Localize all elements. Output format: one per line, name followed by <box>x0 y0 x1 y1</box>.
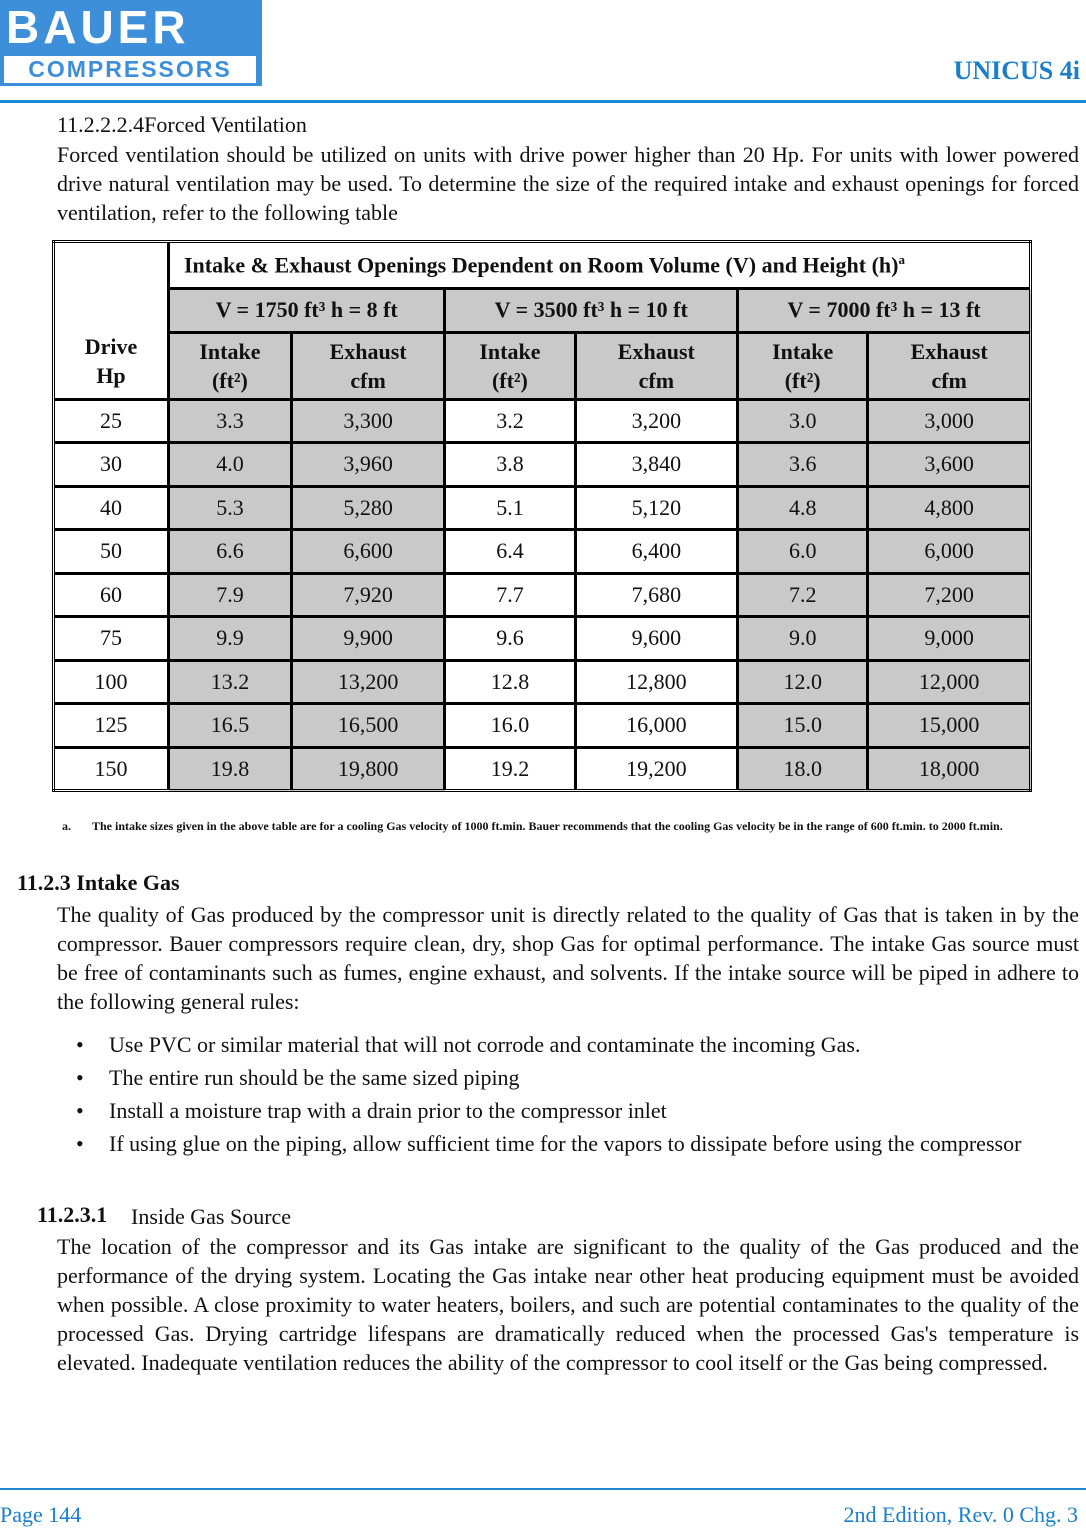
exhaust-cell: 3,200 <box>575 399 738 443</box>
intake-cell: 5.3 <box>169 486 292 530</box>
header-rule <box>0 100 1086 103</box>
logo-text-bottom: COMPRESSORS <box>4 56 256 83</box>
table-row <box>54 573 1031 617</box>
intake-cell: 7.7 <box>445 573 575 617</box>
intake-cell: 13.2 <box>169 660 292 704</box>
list-item: • Use PVC or similar material that will not corrode and contaminate the incoming Gas. <box>76 1030 1076 1059</box>
exhaust-cell: 5,280 <box>291 486 444 530</box>
exhaust-cell: 9,000 <box>868 617 1031 661</box>
intake-cell: 3.8 <box>445 443 575 487</box>
list-item: • The entire run should be the same sized piping <box>76 1063 1076 1092</box>
exhaust-cell: 7,920 <box>291 573 444 617</box>
group-header: V = 7000 ft³ h = 13 ft <box>738 289 1031 333</box>
drive-hp-cell: 40 <box>54 486 169 530</box>
exhaust-cell: 4,800 <box>868 486 1031 530</box>
logo-text-top: BAUER <box>6 1 190 53</box>
table-title: Intake & Exhaust Openings Dependent on Room Volume (V) and Height $(h)^a$ <box>169 242 1031 289</box>
drive-hp-cell: 75 <box>54 617 169 661</box>
model-name: UNICUS 4i <box>953 56 1080 85</box>
inside-gas-number: 11.2.3.1 <box>37 1202 108 1227</box>
table-footnote: a. The intake sizes given in the above table are for a cooling Gas velocity of 1000 ft.min. Bauer recommends that the cooling Gas velocity be in the range of 600 ft.min. to 2000 ft.min. <box>62 819 1003 833</box>
intake-gas-heading: 11.2.3 Intake Gas <box>17 870 180 895</box>
intake-cell: 6.0 <box>738 530 868 574</box>
edition: 2nd Edition, Rev. 0 Chg. 3 <box>843 1502 1078 1527</box>
table-row <box>54 399 1031 443</box>
inside-gas-body: The location of the compressor and its Gas intake are significant to the quality of the Gas produced and the performance of the drying system. Locating the Gas intake near other heat producing equipment must be avoided when possible. A close proximity to water heaters, boilers, and such are potential contaminates to the quality of the processed Gas. Drying cartridge lifespans are dramatically reduced when the processed Gas's temperature is elevated. Inadequate ventilation reduces the ability of the compressor to cool itself or the Gas being compressed. <box>57 1234 1079 1375</box>
intake-cell: 7.9 <box>169 573 292 617</box>
intake-cell: 9.0 <box>738 617 868 661</box>
list-item: • If using glue on the piping, allow sufficient time for the vapors to dissipate before using the compressor <box>76 1129 1076 1158</box>
bauer-logo <box>0 0 262 86</box>
intake-cell: 12.8 <box>445 660 575 704</box>
exhaust-cell: 12,000 <box>868 660 1031 704</box>
inside-gas-title: Inside Gas Source <box>131 1204 292 1229</box>
page-number: Page 144 <box>0 1502 82 1527</box>
intake-cell: 19.8 <box>169 747 292 791</box>
exhaust-cell: 7,680 <box>575 573 738 617</box>
exhaust-cell: 19,200 <box>575 747 738 791</box>
exhaust-header: Exhaust cfm <box>868 332 1031 399</box>
intake-cell: 16.0 <box>445 704 575 748</box>
intake-cell: 12.0 <box>738 660 868 704</box>
intake-header: Intake (ft²) <box>738 332 868 399</box>
exhaust-cell: 3,840 <box>575 443 738 487</box>
drive-hp-cell: 60 <box>54 573 169 617</box>
footer-rule <box>0 1488 1086 1490</box>
intake-cell: 6.4 <box>445 530 575 574</box>
intake-gas-body: The quality of Gas produced by the compressor unit is directly related to the quality of Gas that is taken in by the compressor. Bauer compressors require clean, dry, shop Gas for optimal performance. The intake Gas source must be free of contaminants such as fumes, engine exhaust, and solvents. If the intake source will be piped in adhere to the following general rules: <box>57 902 1079 1014</box>
exhaust-cell: 15,000 <box>868 704 1031 748</box>
exhaust-cell: 12,800 <box>575 660 738 704</box>
exhaust-header: Exhaust cfm <box>575 332 738 399</box>
exhaust-cell: 16,500 <box>291 704 444 748</box>
drive-hp-cell: 125 <box>54 704 169 748</box>
intake-cell: 6.6 <box>169 530 292 574</box>
table-row <box>54 443 1031 487</box>
exhaust-cell: 3,000 <box>868 399 1031 443</box>
exhaust-cell: 3,600 <box>868 443 1031 487</box>
exhaust-cell: 19,800 <box>291 747 444 791</box>
intake-cell: 3.2 <box>445 399 575 443</box>
intake-cell: 7.2 <box>738 573 868 617</box>
intake-cell: 4.0 <box>169 443 292 487</box>
intake-cell: 16.5 <box>169 704 292 748</box>
drive-hp-cell: 30 <box>54 443 169 487</box>
intake-header: Intake (ft²) <box>445 332 575 399</box>
exhaust-cell: 7,200 <box>868 573 1031 617</box>
table-row <box>54 530 1031 574</box>
drive-hp-cell: 150 <box>54 747 169 791</box>
intake-cell: 9.6 <box>445 617 575 661</box>
exhaust-cell: 3,960 <box>291 443 444 487</box>
exhaust-cell: 6,600 <box>291 530 444 574</box>
intake-cell: 4.8 <box>738 486 868 530</box>
exhaust-cell: 13,200 <box>291 660 444 704</box>
table-row <box>54 747 1031 791</box>
list-item: • Install a moisture trap with a drain prior to the compressor inlet <box>76 1096 1076 1125</box>
forced-ventilation-heading: 11.2.2.2.4Forced Ventilation <box>57 112 307 137</box>
intake-cell: 15.0 <box>738 704 868 748</box>
drive-hp-cell: 50 <box>54 530 169 574</box>
table-row <box>54 704 1031 748</box>
intake-header: Intake (ft²) <box>169 332 292 399</box>
intake-cell: 19.2 <box>445 747 575 791</box>
forced-ventilation-body: Forced ventilation should be utilized on units with drive power higher than 20 Hp. For units with lower powered drive natural ventilation may be used. To determine the size of the required intake and exhaust openings for forced ventilation, refer to the following table <box>57 142 1079 225</box>
exhaust-header: Exhaust cfm <box>291 332 444 399</box>
exhaust-cell: 5,120 <box>575 486 738 530</box>
exhaust-cell: 18,000 <box>868 747 1031 791</box>
drive-hp-header: Drive Hp <box>54 242 169 400</box>
ventilation-table <box>52 240 1032 792</box>
exhaust-cell: 6,000 <box>868 530 1031 574</box>
drive-hp-cell: 100 <box>54 660 169 704</box>
exhaust-cell: 16,000 <box>575 704 738 748</box>
table-row <box>54 617 1031 661</box>
exhaust-cell: 3,300 <box>291 399 444 443</box>
intake-rules-list <box>76 1030 1076 1162</box>
intake-cell: 3.6 <box>738 443 868 487</box>
intake-cell: 3.0 <box>738 399 868 443</box>
intake-cell: 3.3 <box>169 399 292 443</box>
drive-hp-cell: 25 <box>54 399 169 443</box>
table-row <box>54 486 1031 530</box>
group-header: V = 1750 ft³ h = 8 ft <box>169 289 445 333</box>
intake-cell: 18.0 <box>738 747 868 791</box>
exhaust-cell: 6,400 <box>575 530 738 574</box>
group-header: V = 3500 ft³ h = 10 ft <box>445 289 738 333</box>
intake-cell: 5.1 <box>445 486 575 530</box>
exhaust-cell: 9,600 <box>575 617 738 661</box>
exhaust-cell: 9,900 <box>291 617 444 661</box>
intake-cell: 9.9 <box>169 617 292 661</box>
table-row <box>54 660 1031 704</box>
